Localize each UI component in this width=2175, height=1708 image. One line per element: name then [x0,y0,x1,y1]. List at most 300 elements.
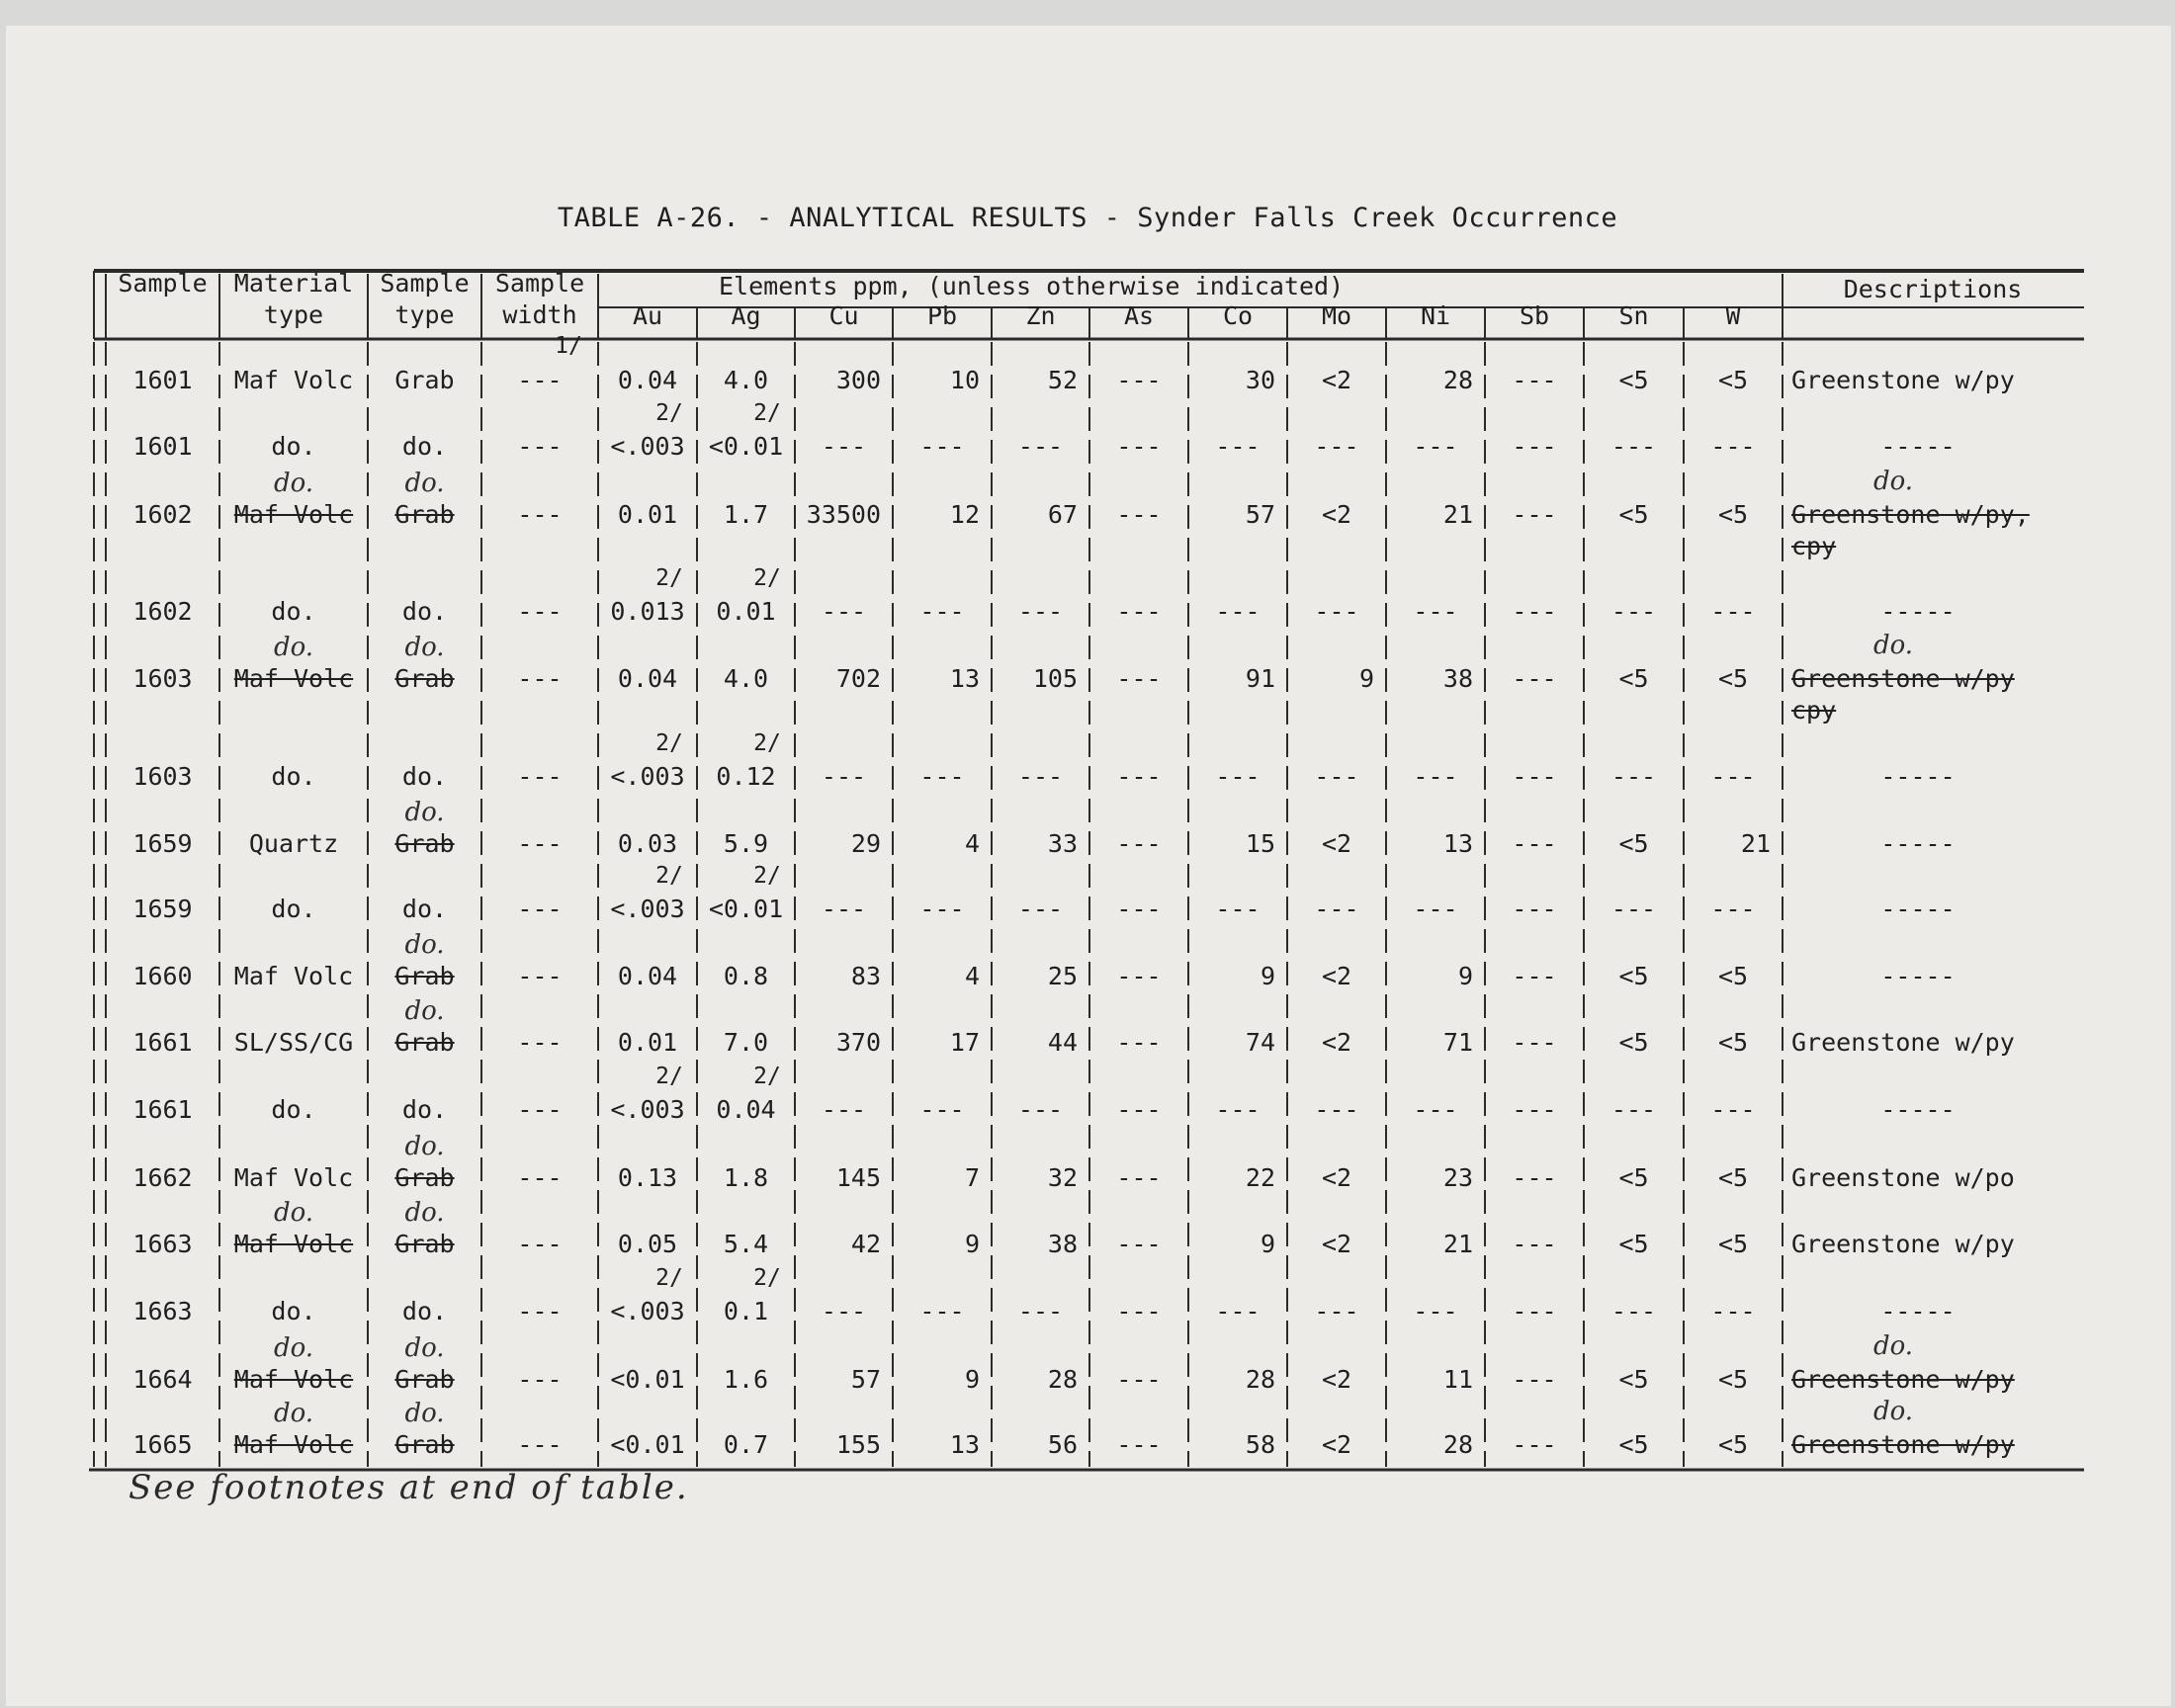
row-6-w: 21 [1740,829,1771,858]
row-5-co: --- [1215,762,1261,791]
row-15-sb: --- [1512,1430,1557,1459]
header-sample-width: Sample [494,269,585,298]
row-14-cu: 57 [850,1365,881,1394]
row-0-ni: 28 [1442,366,1473,394]
row-1-as: --- [1116,432,1162,461]
row-1-material: do. [271,432,316,461]
row-4-zn: 105 [1032,664,1078,693]
row-6-cu: 29 [850,829,881,858]
row-9-ni: 71 [1442,1028,1473,1057]
row-9-mo: <2 [1321,1028,1352,1057]
row-11-type-handwritten: do. [404,1132,445,1161]
row-11-description: Greenstone w/po [1791,1163,2015,1192]
row-4-description-handwritten: do. [1872,631,1914,660]
row-3-zn: --- [1017,597,1064,626]
table-title: TABLE A-26. - ANALYTICAL RESULTS - Synder Falls Creek Occurrence [557,203,1618,233]
row-15-w: <5 [1717,1430,1749,1459]
row-8-type: Grab [394,962,455,990]
header-as: As [1123,301,1155,330]
row-14-sample: 1664 [132,1365,193,1394]
row-7-w: --- [1710,895,1756,923]
row-11-as: --- [1116,1163,1162,1192]
row-6-sb: --- [1512,829,1557,858]
row-2-sample: 1602 [132,500,193,529]
row-14-pb: 9 [964,1365,980,1394]
row-12-au: 0.05 [617,1230,678,1258]
row-1-au-footnote: 2/ [655,400,683,426]
row-14-ni: 11 [1442,1365,1473,1394]
row-6-mo: <2 [1321,829,1352,858]
header-sample-type-2: type [394,300,455,329]
row-0-as: --- [1116,366,1162,394]
row-7-sb: --- [1512,895,1557,923]
row-0-sb: --- [1512,366,1557,394]
row-11-type: Grab [394,1163,455,1192]
row-7-cu: --- [821,895,867,923]
row-4-sample: 1603 [132,664,193,693]
row-8-ni: 9 [1457,962,1473,990]
header-sb: Sb [1519,301,1550,330]
row-5-sample: 1603 [132,762,193,791]
row-14-w: <5 [1717,1365,1749,1394]
row-8-mo: <2 [1321,962,1352,990]
row-13-au-footnote: 2/ [655,1265,683,1291]
row-11-w: <5 [1717,1163,1749,1192]
row-0-mo: <2 [1321,366,1352,394]
row-9-type-handwritten: do. [404,996,445,1026]
row-4-sb: --- [1512,664,1557,693]
row-10-ni: --- [1413,1095,1458,1124]
row-0-pb: 10 [949,366,980,394]
row-0-description: Greenstone w/py [1791,366,2015,394]
row-15-material-handwritten: do. [273,1399,314,1428]
row-10-as: --- [1116,1095,1162,1124]
row-5-width: --- [517,762,563,791]
row-1-width: --- [517,432,563,461]
row-5-sn: --- [1610,762,1657,791]
row-6-pb: 4 [964,829,980,858]
row-10-description: ----- [1880,1095,1956,1124]
row-12-sample: 1663 [132,1230,193,1258]
row-11-au: 0.13 [617,1163,678,1192]
row-4-material-handwritten: do. [273,633,314,662]
row-12-type: Grab [394,1230,455,1258]
row-15-as: --- [1116,1430,1162,1459]
row-13-pb: --- [919,1297,965,1325]
row-15-width: --- [517,1430,563,1459]
row-7-sn: --- [1610,895,1657,923]
row-7-au-footnote: 2/ [655,863,683,889]
row-6-co: 15 [1245,829,1275,858]
row-11-ag: 1.8 [723,1163,769,1192]
row-8-width: --- [517,962,563,990]
row-14-sn: <5 [1618,1365,1649,1394]
row-7-description: ----- [1880,895,1956,923]
row-3-au: 0.013 [610,597,685,626]
row-7-pb: --- [919,895,965,923]
row-15-description-handwritten: do. [1872,1397,1914,1426]
row-4-ag: 4.0 [723,664,769,693]
header-ag: Ag [731,301,761,330]
row-7-mo: --- [1314,895,1359,923]
row-1-sample: 1601 [132,432,193,461]
row-14-sb: --- [1512,1365,1557,1394]
row-13-sn: --- [1610,1297,1657,1325]
row-0-type: Grab [394,366,455,394]
row-4-width: --- [517,664,563,693]
row-6-ni: 13 [1442,829,1473,858]
header-ni: Ni [1420,301,1451,330]
row-3-au-footnote: 2/ [655,565,683,591]
row-6-sn: <5 [1618,829,1649,858]
row-7-type: do. [401,895,448,923]
row-6-zn: 33 [1047,829,1078,858]
row-8-au: 0.04 [617,962,678,990]
row-0-sample: 1601 [132,366,193,394]
row-12-as: --- [1116,1230,1162,1258]
row-14-material: Maf Volc [233,1365,354,1394]
row-6-width: --- [517,829,563,858]
row-8-cu: 83 [850,962,881,990]
row-13-sample: 1663 [132,1297,193,1325]
row-7-au: <.003 [610,895,685,923]
row-6-sample: 1659 [132,829,193,858]
row-5-zn: --- [1017,762,1064,791]
row-7-ag-footnote: 2/ [753,863,781,889]
row-9-sb: --- [1512,1028,1557,1057]
row-13-width: --- [517,1297,563,1325]
row-0-ag: 4.0 [723,366,769,394]
row-1-mo: --- [1314,432,1359,461]
header-sn: Sn [1618,301,1649,330]
row-12-type-handwritten: do. [404,1198,445,1228]
row-10-sn: --- [1610,1095,1657,1124]
row-10-w: --- [1710,1095,1756,1124]
row-11-ni: 23 [1442,1163,1473,1192]
row-14-description: Greenstone w/py [1791,1365,2015,1394]
row-1-co: --- [1215,432,1261,461]
row-12-sb: --- [1512,1230,1557,1258]
row-2-mo: <2 [1321,500,1352,529]
row-2-cu: 33500 [806,500,881,529]
row-0-au: 0.04 [617,366,678,394]
row-12-description: Greenstone w/py [1791,1230,2015,1258]
row-2-description-2: cpy [1791,532,1837,560]
row-4-ni: 38 [1442,664,1473,693]
row-12-ni: 21 [1442,1230,1473,1258]
row-6-as: --- [1116,829,1162,858]
row-2-material: Maf Volc [233,500,354,529]
row-0-zn: 52 [1047,366,1078,394]
header-descriptions: Descriptions [1843,275,2023,303]
row-9-au: 0.01 [617,1028,678,1057]
row-3-cu: --- [821,597,867,626]
row-3-ag-footnote: 2/ [753,565,781,591]
row-12-material: Maf Volc [233,1230,354,1258]
row-8-w: <5 [1717,962,1749,990]
row-12-sn: <5 [1618,1230,1649,1258]
row-14-type-handwritten: do. [404,1333,445,1363]
row-4-cu: 702 [835,664,881,693]
row-4-as: --- [1116,664,1162,693]
row-11-co: 22 [1245,1163,1275,1192]
row-13-zn: --- [1017,1297,1064,1325]
row-4-mo: 9 [1358,664,1374,693]
row-3-as: --- [1116,597,1162,626]
handwritten-note: See footnotes at end of table. [129,1468,689,1507]
row-2-zn: 67 [1047,500,1078,529]
row-15-sn: <5 [1618,1430,1649,1459]
row-15-material: Maf Volc [233,1430,354,1459]
row-8-sample: 1660 [132,962,193,990]
row-9-zn: 44 [1047,1028,1078,1057]
row-1-sn: --- [1610,432,1657,461]
row-10-type: do. [401,1095,448,1124]
row-0-w: <5 [1717,366,1749,394]
row-9-pb: 17 [949,1028,980,1057]
row-7-ni: --- [1413,895,1458,923]
row-2-description-handwritten: do. [1872,467,1914,496]
row-9-material: SL/SS/CG [233,1028,354,1057]
row-10-sb: --- [1512,1095,1557,1124]
row-2-ni: 21 [1442,500,1473,529]
row-14-material-handwritten: do. [273,1333,314,1363]
row-9-cu: 370 [835,1028,881,1057]
row-3-co: --- [1215,597,1261,626]
header-material-type: type [263,300,324,329]
row-15-cu: 155 [835,1430,881,1459]
row-15-type-handwritten: do. [404,1399,445,1428]
row-10-sample: 1661 [132,1095,193,1124]
row-11-mo: <2 [1321,1163,1352,1192]
row-6-material: Quartz [248,829,339,858]
row-11-width: --- [517,1163,563,1192]
row-5-type: do. [401,762,448,791]
header-material: Material [233,269,354,298]
row-7-sample: 1659 [132,895,193,923]
row-5-description: ----- [1880,762,1956,791]
row-5-ag: 0.12 [716,762,776,791]
row-6-au: 0.03 [617,829,678,858]
row-3-type: do. [401,597,448,626]
row-15-mo: <2 [1321,1430,1352,1459]
row-13-ag-footnote: 2/ [753,1265,781,1291]
row-3-sample: 1602 [132,597,193,626]
row-5-ni: --- [1413,762,1458,791]
row-13-as: --- [1116,1297,1162,1325]
row-11-sb: --- [1512,1163,1557,1192]
row-1-ni: --- [1413,432,1458,461]
row-3-sb: --- [1512,597,1557,626]
row-15-pb: 13 [949,1430,980,1459]
header-au: Au [632,301,663,330]
row-12-mo: <2 [1321,1230,1352,1258]
row-4-sn: <5 [1618,664,1649,693]
row-13-au: <.003 [610,1297,685,1325]
row-1-pb: --- [919,432,965,461]
row-6-type: Grab [394,829,455,858]
row-3-pb: --- [919,597,965,626]
row-13-sb: --- [1512,1297,1557,1325]
row-11-cu: 145 [835,1163,881,1192]
row-4-pb: 13 [949,664,980,693]
row-2-as: --- [1116,500,1162,529]
row-2-type: Grab [394,500,455,529]
row-1-description: ----- [1880,432,1956,461]
row-14-type: Grab [394,1365,455,1394]
row-4-description: Greenstone w/py [1791,664,2015,693]
row-13-cu: --- [821,1297,867,1325]
row-1-au: <.003 [610,432,685,461]
header-sample-width-2: width [502,300,577,329]
row-12-cu: 42 [850,1230,881,1258]
row-13-type: do. [401,1297,448,1325]
row-2-description: Greenstone w/py, [1791,500,2030,529]
row-4-material: Maf Volc [233,664,354,693]
row-0-cu: 300 [835,366,881,394]
row-13-co: --- [1215,1297,1261,1325]
row-2-width: --- [517,500,563,529]
row-15-type: Grab [394,1430,455,1459]
row-4-w: <5 [1717,664,1749,693]
header-co: Co [1222,301,1254,330]
row-1-sb: --- [1512,432,1557,461]
row-5-ag-footnote: 2/ [753,730,781,756]
header-pb: Pb [926,301,958,330]
row-10-ag-footnote: 2/ [753,1064,781,1089]
row-12-width: --- [517,1230,563,1258]
row-13-material: do. [271,1297,316,1325]
row-12-co: 9 [1260,1230,1275,1258]
row-9-type: Grab [394,1028,455,1057]
row-15-au: <0.01 [610,1430,685,1459]
row-11-pb: 7 [964,1163,980,1192]
row-13-ni: --- [1413,1297,1458,1325]
row-2-au: 0.01 [617,500,678,529]
row-7-material: do. [271,895,316,923]
row-8-zn: 25 [1047,962,1078,990]
row-12-pb: 9 [964,1230,980,1258]
header-mo: Mo [1321,301,1352,330]
row-5-as: --- [1116,762,1162,791]
row-15-ag: 0.7 [723,1430,769,1459]
row-4-type: Grab [394,664,455,693]
row-7-co: --- [1215,895,1261,923]
row-8-sb: --- [1512,962,1557,990]
row-14-au: <0.01 [610,1365,685,1394]
row-9-w: <5 [1717,1028,1749,1057]
row-8-pb: 4 [964,962,980,990]
row-3-w: --- [1710,597,1756,626]
row-15-zn: 56 [1047,1430,1078,1459]
row-1-type: do. [401,432,448,461]
row-0-sn: <5 [1618,366,1649,394]
row-9-sn: <5 [1618,1028,1649,1057]
row-15-description: Greenstone w/py [1791,1430,2015,1459]
row-14-co: 28 [1245,1365,1275,1394]
row-0-width: --- [517,366,563,394]
row-9-as: --- [1116,1028,1162,1057]
header-cu: Cu [828,301,859,330]
row-0-co: 30 [1245,366,1275,394]
row-14-description-handwritten: do. [1872,1331,1914,1361]
header-zn: Zn [1025,301,1056,330]
row-9-sample: 1661 [132,1028,193,1057]
row-14-as: --- [1116,1365,1162,1394]
row-1-zn: --- [1017,432,1064,461]
row-10-au-footnote: 2/ [655,1064,683,1089]
row-10-zn: --- [1017,1095,1064,1124]
row-4-co: 91 [1245,664,1275,693]
row-3-description: ----- [1880,597,1956,626]
row-15-sample: 1665 [132,1430,193,1459]
row-12-material-handwritten: do. [273,1198,314,1228]
row-9-co: 74 [1245,1028,1275,1057]
row-9-description: Greenstone w/py [1791,1028,2015,1057]
row-7-as: --- [1116,895,1162,923]
row-2-co: 57 [1245,500,1275,529]
row-8-description: ----- [1880,962,1956,990]
row-8-co: 9 [1260,962,1275,990]
row-10-mo: --- [1314,1095,1359,1124]
row-10-width: --- [517,1095,563,1124]
row-8-sn: <5 [1618,962,1649,990]
row-13-w: --- [1710,1297,1756,1325]
row-8-material: Maf Volc [233,962,354,990]
row-4-type-handwritten: do. [404,633,445,662]
row-12-zn: 38 [1047,1230,1078,1258]
row-6-type-handwritten: do. [404,798,445,827]
row-2-ag: 1.7 [723,500,769,529]
row-10-material: do. [271,1095,316,1124]
row-13-ag: 0.1 [723,1297,769,1325]
row-15-co: 58 [1245,1430,1275,1459]
row-2-sn: <5 [1618,500,1649,529]
row-3-ni: --- [1413,597,1458,626]
row-8-type-handwritten: do. [404,930,445,960]
row-10-au: <.003 [610,1095,685,1124]
row-2-sb: --- [1512,500,1557,529]
row-10-ag: 0.04 [716,1095,776,1124]
row-6-ag: 5.9 [723,829,769,858]
row-9-ag: 7.0 [723,1028,769,1057]
row-11-sample: 1662 [132,1163,193,1192]
row-3-material: do. [271,597,316,626]
row-9-width: --- [517,1028,563,1057]
header-elements: Elements ppm, (unless otherwise indicated) [719,272,1345,300]
header-w: W [1725,301,1741,330]
row-4-au: 0.04 [617,664,678,693]
row-8-as: --- [1116,962,1162,990]
header-sample-type: Sample [380,269,470,298]
width-footnote: 1/ [555,333,582,359]
row-3-ag: 0.01 [716,597,776,626]
row-7-zn: --- [1017,895,1064,923]
row-13-mo: --- [1314,1297,1359,1325]
row-1-ag-footnote: 2/ [753,400,781,426]
row-5-pb: --- [919,762,965,791]
row-15-ni: 28 [1442,1430,1473,1459]
row-13-description: ----- [1880,1297,1956,1325]
row-5-au-footnote: 2/ [655,730,683,756]
row-8-ag: 0.8 [723,962,769,990]
row-5-mo: --- [1314,762,1359,791]
row-11-zn: 32 [1047,1163,1078,1192]
row-0-material: Maf Volc [233,366,354,394]
row-5-material: do. [271,762,316,791]
row-12-w: <5 [1717,1230,1749,1258]
row-3-width: --- [517,597,563,626]
